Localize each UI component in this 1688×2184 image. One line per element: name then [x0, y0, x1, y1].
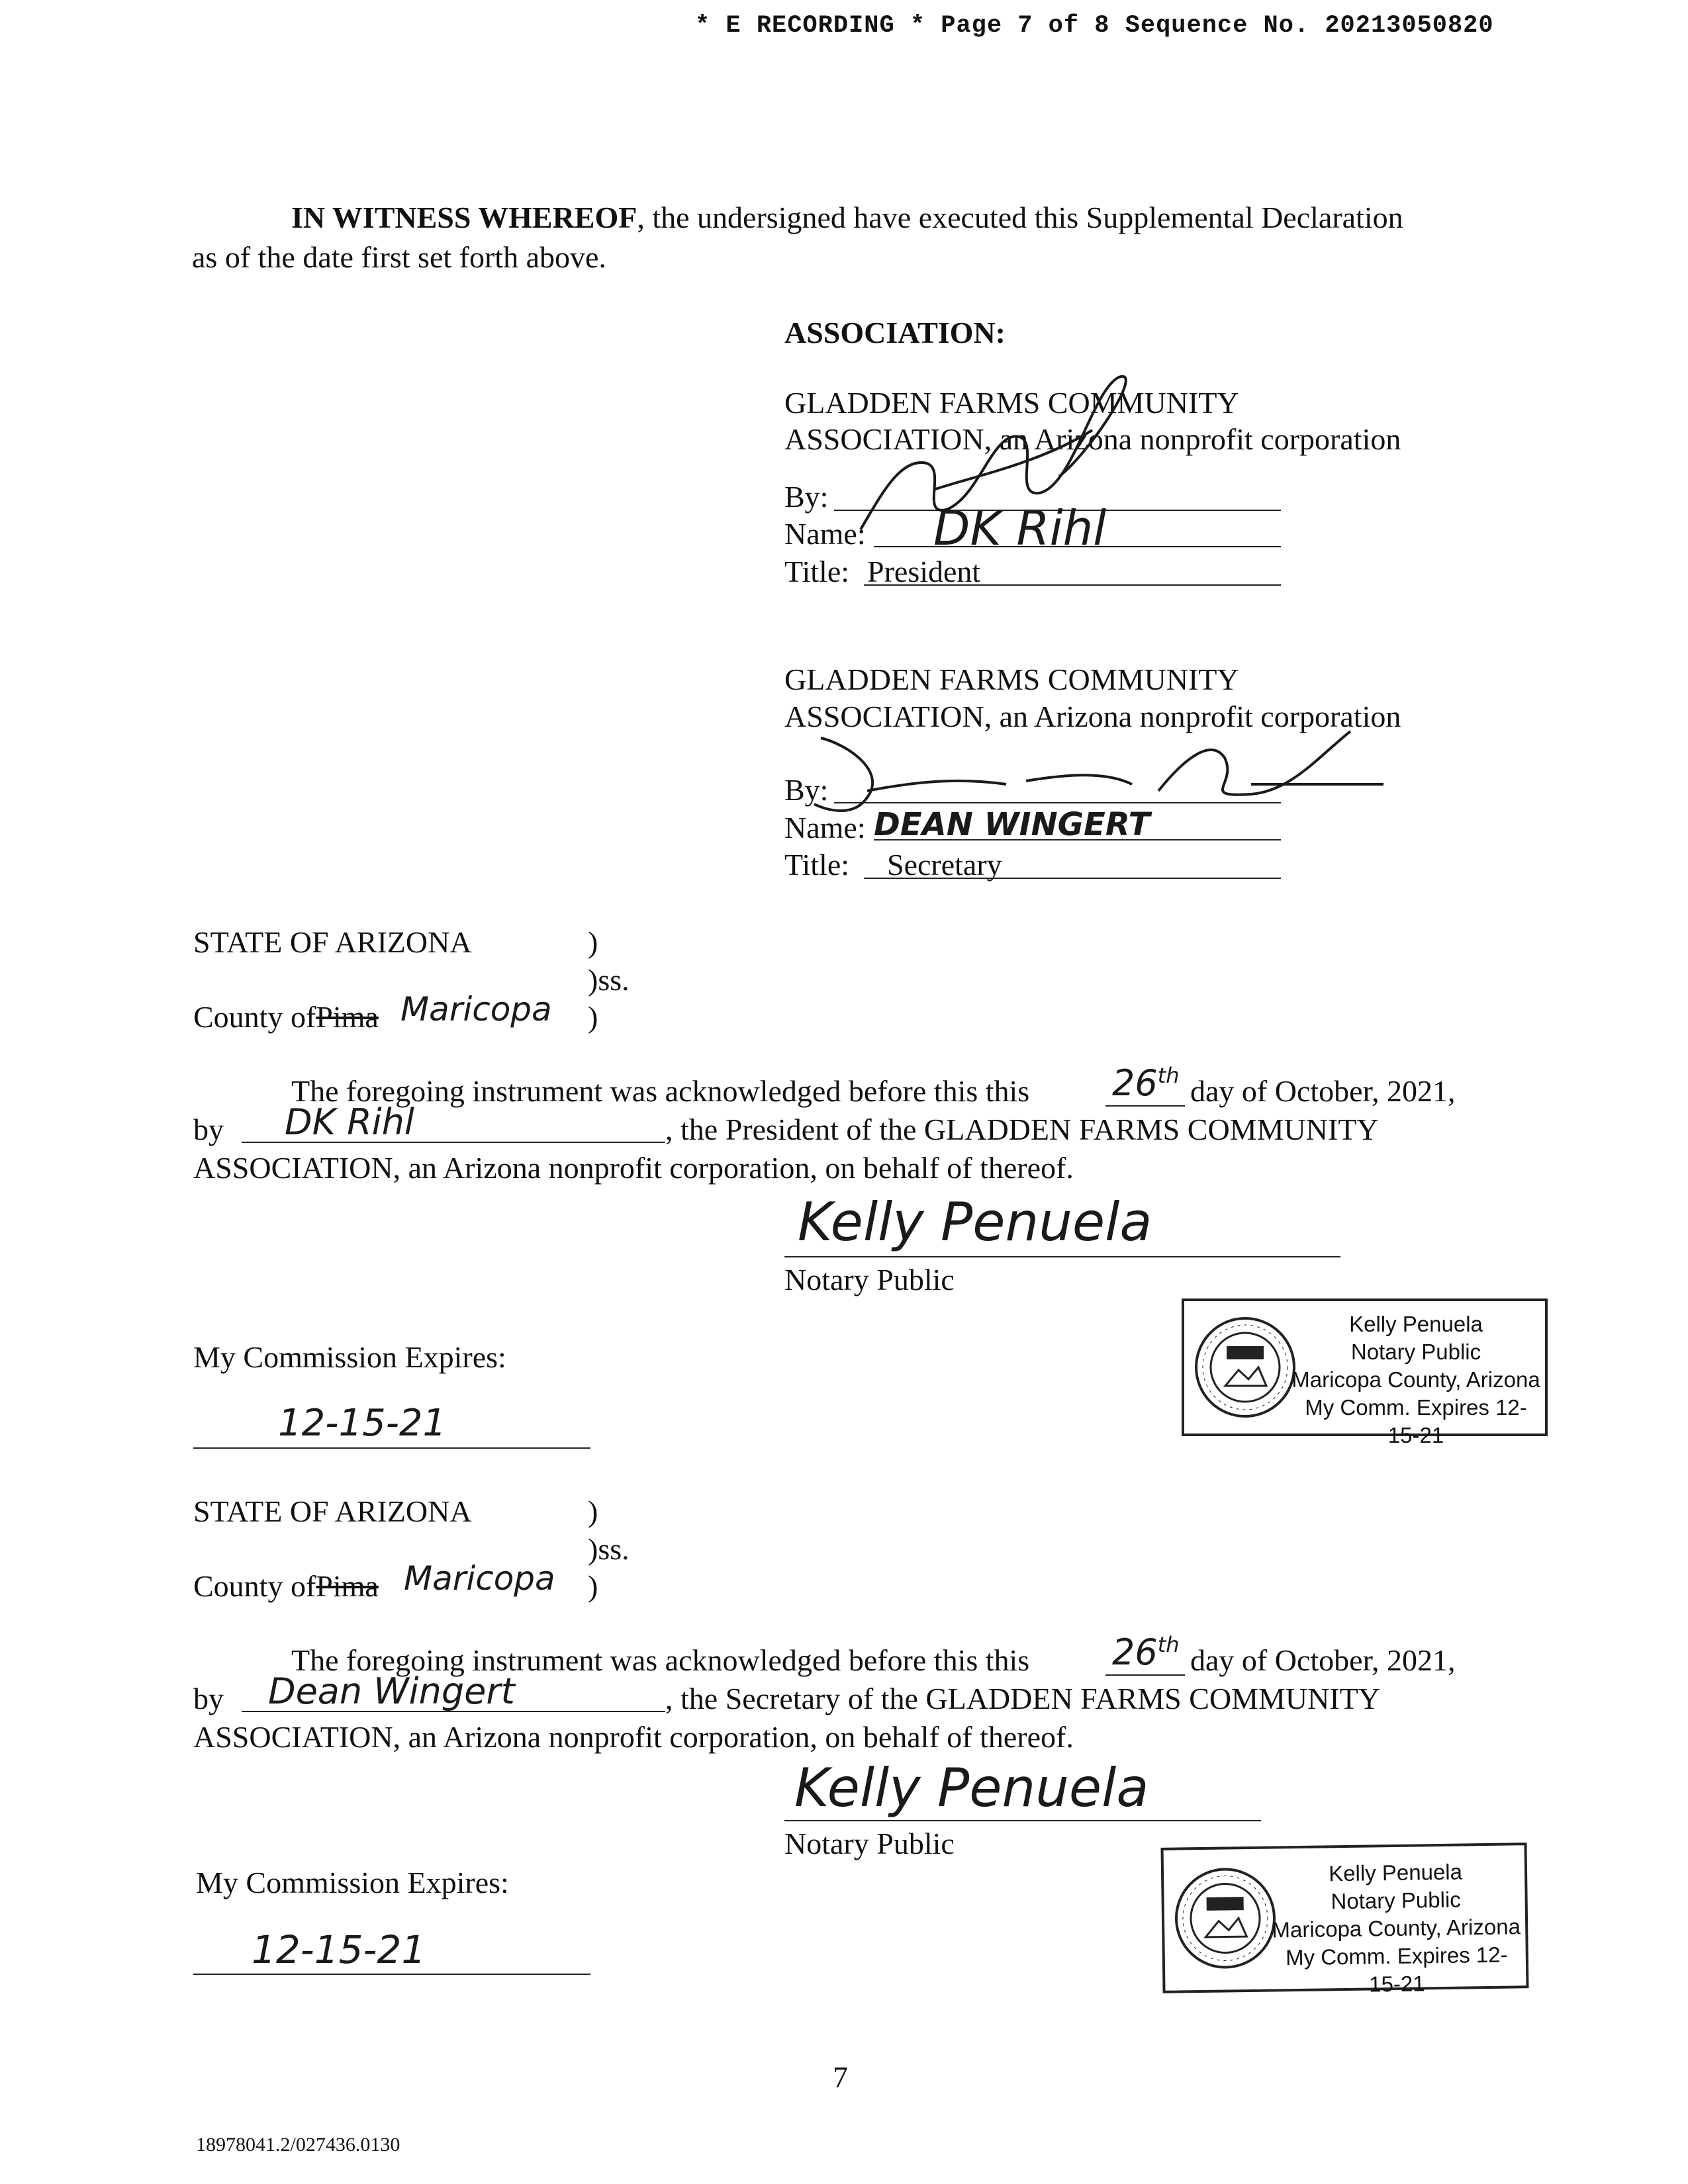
- by-label: By:: [784, 773, 829, 807]
- paren-3: ): [588, 1000, 598, 1034]
- document-number: 18978041.2/027436.0130: [196, 2134, 400, 2156]
- notary-label: Notary Public: [784, 1827, 955, 1860]
- ss-label: )ss.: [588, 963, 630, 997]
- paren-1: ): [588, 1494, 598, 1528]
- notary-signature-line: [784, 1256, 1340, 1257]
- notary-stamp-2: [1160, 1843, 1528, 1997]
- commission-line: [193, 1974, 590, 1975]
- stamp-line-3: Maricopa County, Arizona: [1291, 1367, 1540, 1392]
- day-line: [1105, 1105, 1185, 1107]
- by-label: by: [193, 1682, 224, 1715]
- ack-post: day of October, 2021,: [1190, 1074, 1456, 1108]
- stamp-line-3: Maricopa County, Arizona: [1272, 1914, 1521, 1942]
- stamp-line-1: Kelly Penuela: [1349, 1312, 1483, 1336]
- notary-signature: Kelly Penuela: [794, 1757, 1149, 1819]
- notary-signature: Kelly Penuela: [798, 1191, 1152, 1253]
- commission-line: [193, 1447, 590, 1449]
- ack-last-line: ASSOCIATION, an Arizona nonprofit corporation, on behalf of thereof.: [193, 1720, 1074, 1754]
- day-number: 26: [1112, 1062, 1158, 1104]
- commission-handwritten: 12-15-21: [252, 1927, 426, 1972]
- ack-last-line: ASSOCIATION, an Arizona nonprofit corporation, on behalf of thereof.: [193, 1151, 1074, 1185]
- commission-label: My Commission Expires:: [196, 1866, 509, 1899]
- county-line: [193, 998, 379, 1036]
- secretary-signature-scribble: [788, 718, 1383, 834]
- commission-label: My Commission Expires:: [193, 1340, 506, 1374]
- title-label: Title:: [784, 555, 850, 588]
- day-suffix: th: [1157, 1632, 1180, 1657]
- notary-signature-line: [784, 1820, 1261, 1821]
- witness-lead: IN WITNESS WHEREOF: [291, 201, 637, 234]
- stamp-text: [1270, 1857, 1523, 1999]
- org-line-1: GLADDEN FARMS COMMUNITY: [784, 662, 1239, 696]
- ss-label: )ss.: [588, 1532, 630, 1566]
- paren-3: ): [588, 1569, 598, 1603]
- by-handwritten: Dean Wingert: [268, 1670, 515, 1712]
- org-line-2: ASSOCIATION, an Arizona nonprofit corporation: [784, 422, 1401, 456]
- by-line: [242, 1142, 665, 1143]
- state-label: STATE OF ARIZONA: [193, 925, 472, 959]
- president-signature-scribble: [841, 351, 1251, 556]
- name-value-handwritten: DK Rihl: [933, 500, 1107, 556]
- witness-line-2: as of the date first set forth above.: [192, 240, 606, 274]
- county-line: [193, 1567, 379, 1606]
- ack-pre: The foregoing instrument was acknowledged before this this: [291, 1643, 1030, 1677]
- title-value: President: [867, 555, 981, 588]
- role-text: , the President of the GLADDEN FARMS COMMUNITY: [665, 1113, 1379, 1146]
- day-line: [1105, 1674, 1185, 1676]
- ack-post: day of October, 2021,: [1190, 1643, 1456, 1677]
- org-line-1: GLADDEN FARMS COMMUNITY: [784, 386, 1239, 420]
- notary-label: Notary Public: [784, 1263, 955, 1297]
- witness-line-1: [291, 199, 1403, 237]
- day-suffix: th: [1157, 1063, 1180, 1088]
- county-handwritten: Maricopa: [400, 990, 552, 1028]
- title-label: Title:: [784, 848, 850, 882]
- stamp-line-2: Notary Public: [1350, 1340, 1481, 1364]
- title-line: [864, 878, 1281, 879]
- witness-line-1-rest: , the undersigned have executed this Supplemental Declaration: [637, 201, 1403, 234]
- org-line-2: ASSOCIATION, an Arizona nonprofit corporation: [784, 700, 1401, 733]
- title-line: [864, 584, 1281, 586]
- day-handwritten: [1112, 1062, 1180, 1104]
- day-handwritten: [1112, 1631, 1180, 1673]
- role-text: , the Secretary of the GLADDEN FARMS COMMUNITY: [665, 1682, 1381, 1715]
- paren-1: ): [588, 925, 598, 959]
- stamp-text: [1290, 1310, 1542, 1449]
- county-struck: Pima: [316, 1000, 379, 1034]
- state-label: STATE OF ARIZONA: [193, 1494, 472, 1528]
- page-number: 7: [833, 2060, 848, 2094]
- by-label: by: [193, 1113, 224, 1146]
- stamp-line-4: My Comm. Expires 12-15-21: [1305, 1395, 1527, 1447]
- by-line: [242, 1711, 665, 1712]
- county-struck: Pima: [316, 1569, 379, 1603]
- association-heading: ASSOCIATION:: [784, 316, 1006, 349]
- name-label: Name:: [784, 517, 866, 551]
- name-value-handwritten: DEAN WINGERT: [874, 806, 1150, 843]
- by-handwritten: DK Rihl: [285, 1101, 414, 1143]
- county-label: County of: [193, 1000, 316, 1034]
- county-label: County of: [193, 1569, 316, 1603]
- stamp-line-2: Notary Public: [1331, 1887, 1462, 1914]
- stamp-line-1: Kelly Penuela: [1328, 1859, 1463, 1886]
- name-label: Name:: [784, 811, 866, 844]
- county-handwritten: Maricopa: [404, 1559, 555, 1598]
- recording-header: * E RECORDING * Page 7 of 8 Sequence No. 20213050820: [695, 12, 1494, 40]
- notary-stamp-1: [1182, 1298, 1548, 1447]
- notary-seal-icon: [1172, 1864, 1279, 1972]
- day-number: 26: [1112, 1631, 1158, 1673]
- stamp-line-4: My Comm. Expires 12-15-21: [1285, 1942, 1508, 1997]
- by-label: By:: [784, 480, 829, 514]
- ack-pre: The foregoing instrument was acknowledged before this this: [291, 1074, 1030, 1108]
- notary-seal-icon: [1192, 1314, 1298, 1420]
- title-value: Secretary: [887, 848, 1002, 882]
- commission-handwritten: 12-15-21: [278, 1402, 447, 1445]
